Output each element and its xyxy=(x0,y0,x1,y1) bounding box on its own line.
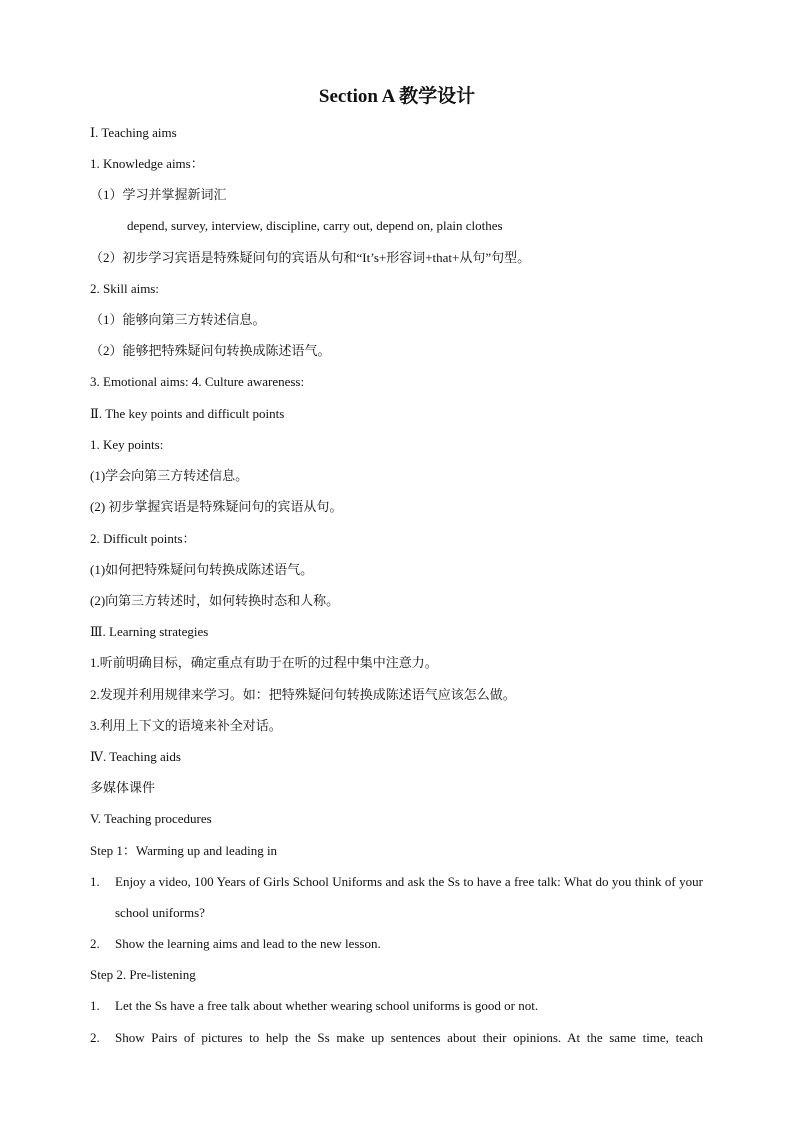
list-text: Show Pairs of pictures to help the Ss make up sentences about their opinions. At the same time, teach xyxy=(115,1030,703,1045)
section-heading-teaching-procedures: V. Teaching procedures xyxy=(90,811,212,826)
teaching-aids-text: 多媒体课件 xyxy=(90,780,156,795)
subheading-emotional-culture: 3. Emotional aims: 4. Culture awareness: xyxy=(90,374,305,389)
step1-heading: Step 1：Warming up and leading in xyxy=(90,843,278,858)
knowledge-item-2: （2）初步学习宾语是特殊疑问句的宾语从句和“It’s+形容词+that+从句”句型。 xyxy=(90,250,531,265)
knowledge-item-1: （1）学习并掌握新词汇 xyxy=(90,187,227,202)
key-point-1: (1)学会向第三方转述信息。 xyxy=(90,468,249,483)
section-heading-teaching-aids: Ⅳ. Teaching aids xyxy=(90,749,181,764)
strategy-item-1: 1.听前明确目标，确定重点有助于在听的过程中集中注意力。 xyxy=(90,655,438,670)
difficult-point-2: (2)向第三方转述时，如何转换时态和人称。 xyxy=(90,593,340,608)
skill-item-1: （1）能够向第三方转述信息。 xyxy=(90,312,266,327)
section-heading-teaching-aims: Ⅰ. Teaching aims xyxy=(90,125,177,140)
step2-heading: Step 2. Pre-listening xyxy=(90,967,196,982)
subheading-difficult-points: 2. Difficult points： xyxy=(90,531,196,546)
list-text: Show the learning aims and lead to the new lesson. xyxy=(115,936,381,951)
list-text: Let the Ss have a free talk about whether wearing school uniforms is good or not. xyxy=(115,998,539,1013)
skill-item-2: （2）能够把特殊疑问句转换成陈述语气。 xyxy=(90,343,331,358)
section-heading-learning-strategies: Ⅲ. Learning strategies xyxy=(90,624,209,639)
strategy-item-3: 3.利用上下文的语境来补全对话。 xyxy=(90,718,282,733)
document-title: Section A 教学设计 xyxy=(318,86,476,107)
vocabulary-list: depend, survey, interview, discipline, carry out, depend on, plain clothes xyxy=(127,218,503,233)
step1-list-item-1 xyxy=(90,866,703,928)
key-point-2: (2) 初步掌握宾语是特殊疑问句的宾语从句。 xyxy=(90,499,343,514)
strategy-item-2: 2.发现并利用规律来学习。如：把特殊疑问句转换成陈述语气应该怎么做。 xyxy=(90,687,516,702)
subheading-skill-aims: 2. Skill aims: xyxy=(90,281,159,296)
section-heading-key-points: Ⅱ. The key points and difficult points xyxy=(90,406,285,421)
list-number: 1. xyxy=(90,874,100,889)
list-number: 2. xyxy=(90,936,100,951)
step2-list-item-1 xyxy=(90,990,703,1021)
list-number: 1. xyxy=(90,998,100,1013)
subheading-knowledge-aims: 1. Knowledge aims： xyxy=(90,156,204,171)
list-number: 2. xyxy=(90,1030,100,1045)
difficult-point-1: (1)如何把特殊疑问句转换成陈述语气。 xyxy=(90,562,314,577)
list-text: Enjoy a video, 100 Years of Girls School Uniforms and ask the Ss to have a free talk: What do you think of your school uniforms? xyxy=(115,874,703,920)
step1-list-item-2 xyxy=(90,928,703,959)
subheading-key-points: 1. Key points: xyxy=(90,437,164,452)
step2-list-item-2 xyxy=(90,1022,703,1053)
